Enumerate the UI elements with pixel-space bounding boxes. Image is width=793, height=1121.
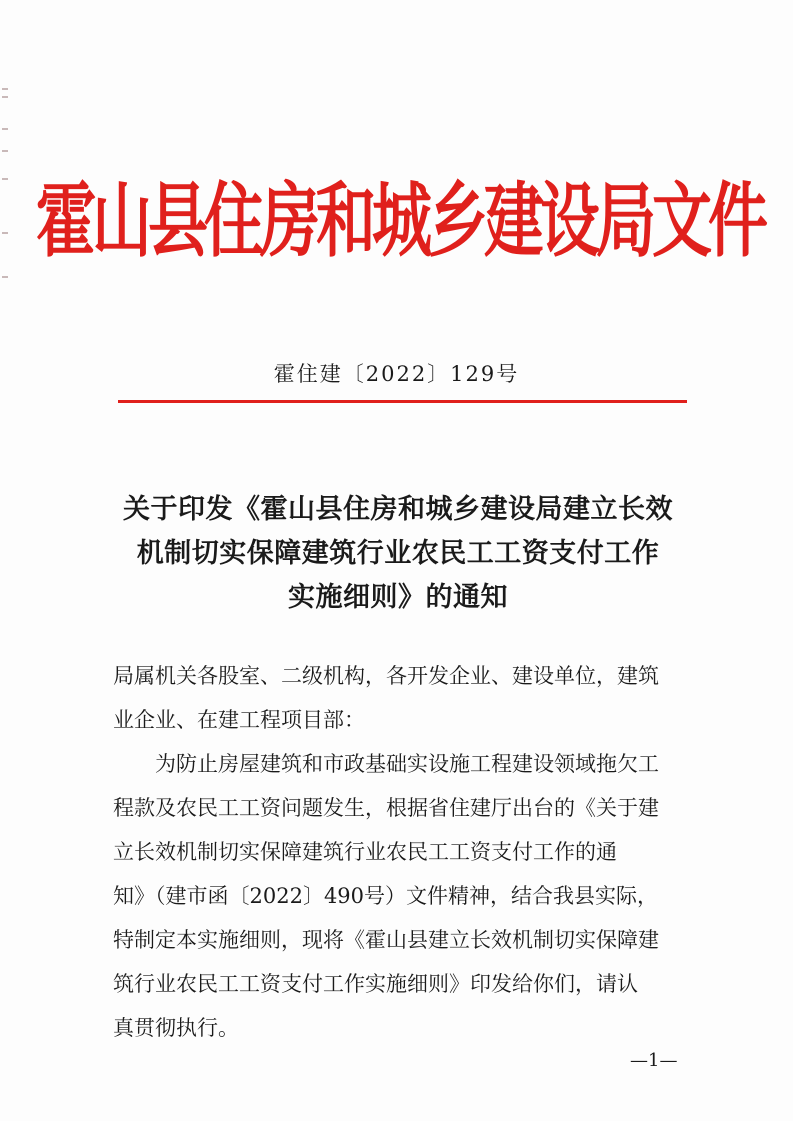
red-divider-line bbox=[118, 400, 687, 403]
scan-artifact bbox=[2, 232, 8, 234]
scan-artifact bbox=[2, 88, 8, 90]
paragraph-line: 程款及农民工工资问题发生，根据省住建厅出台的《关于建 bbox=[113, 796, 659, 820]
addressee bbox=[113, 654, 693, 742]
addressee-line: 局属机关各股室、二级机构，各开发企业、建设单位，建筑 bbox=[113, 664, 659, 688]
paragraph-line: 特制定本实施细则，现将《霍山县建立长效机制切实保障建 bbox=[113, 928, 659, 952]
addressee-line: 业企业、在建工程项目部： bbox=[113, 708, 365, 732]
title-line: 机制切实保障建筑行业农民工工资支付工作 bbox=[136, 538, 660, 569]
paragraph-line: 筑行业农民工工资支付工作实施细则》印发给你们，请认 bbox=[113, 972, 638, 996]
page-number: —1— bbox=[630, 1050, 678, 1071]
body-paragraph bbox=[113, 742, 693, 1050]
title-line: 实施细则》的通知 bbox=[288, 582, 508, 613]
scan-artifact bbox=[2, 276, 8, 278]
scan-artifact bbox=[2, 128, 8, 130]
document-title bbox=[98, 488, 698, 620]
scan-artifact bbox=[2, 96, 8, 98]
document-number: 霍住建〔2022〕129号 bbox=[273, 362, 520, 386]
paragraph-line: 立长效机制切实保障建筑行业农民工工资支付工作的通 bbox=[113, 840, 617, 864]
document-masthead: 霍山县住房和城乡建设局文件 bbox=[36, 174, 764, 269]
scan-artifact bbox=[2, 150, 8, 152]
scan-artifact bbox=[2, 178, 8, 180]
paragraph-line: 知》（建市函〔2022〕490号）文件精神，结合我县实际， bbox=[113, 884, 659, 908]
title-line: 关于印发《霍山县住房和城乡建设局建立长效 bbox=[123, 494, 673, 525]
paragraph-line: 真贯彻执行。 bbox=[113, 1016, 239, 1040]
paragraph-line: 为防止房屋建筑和市政基础实设施工程建设领域拖欠工 bbox=[155, 752, 659, 776]
